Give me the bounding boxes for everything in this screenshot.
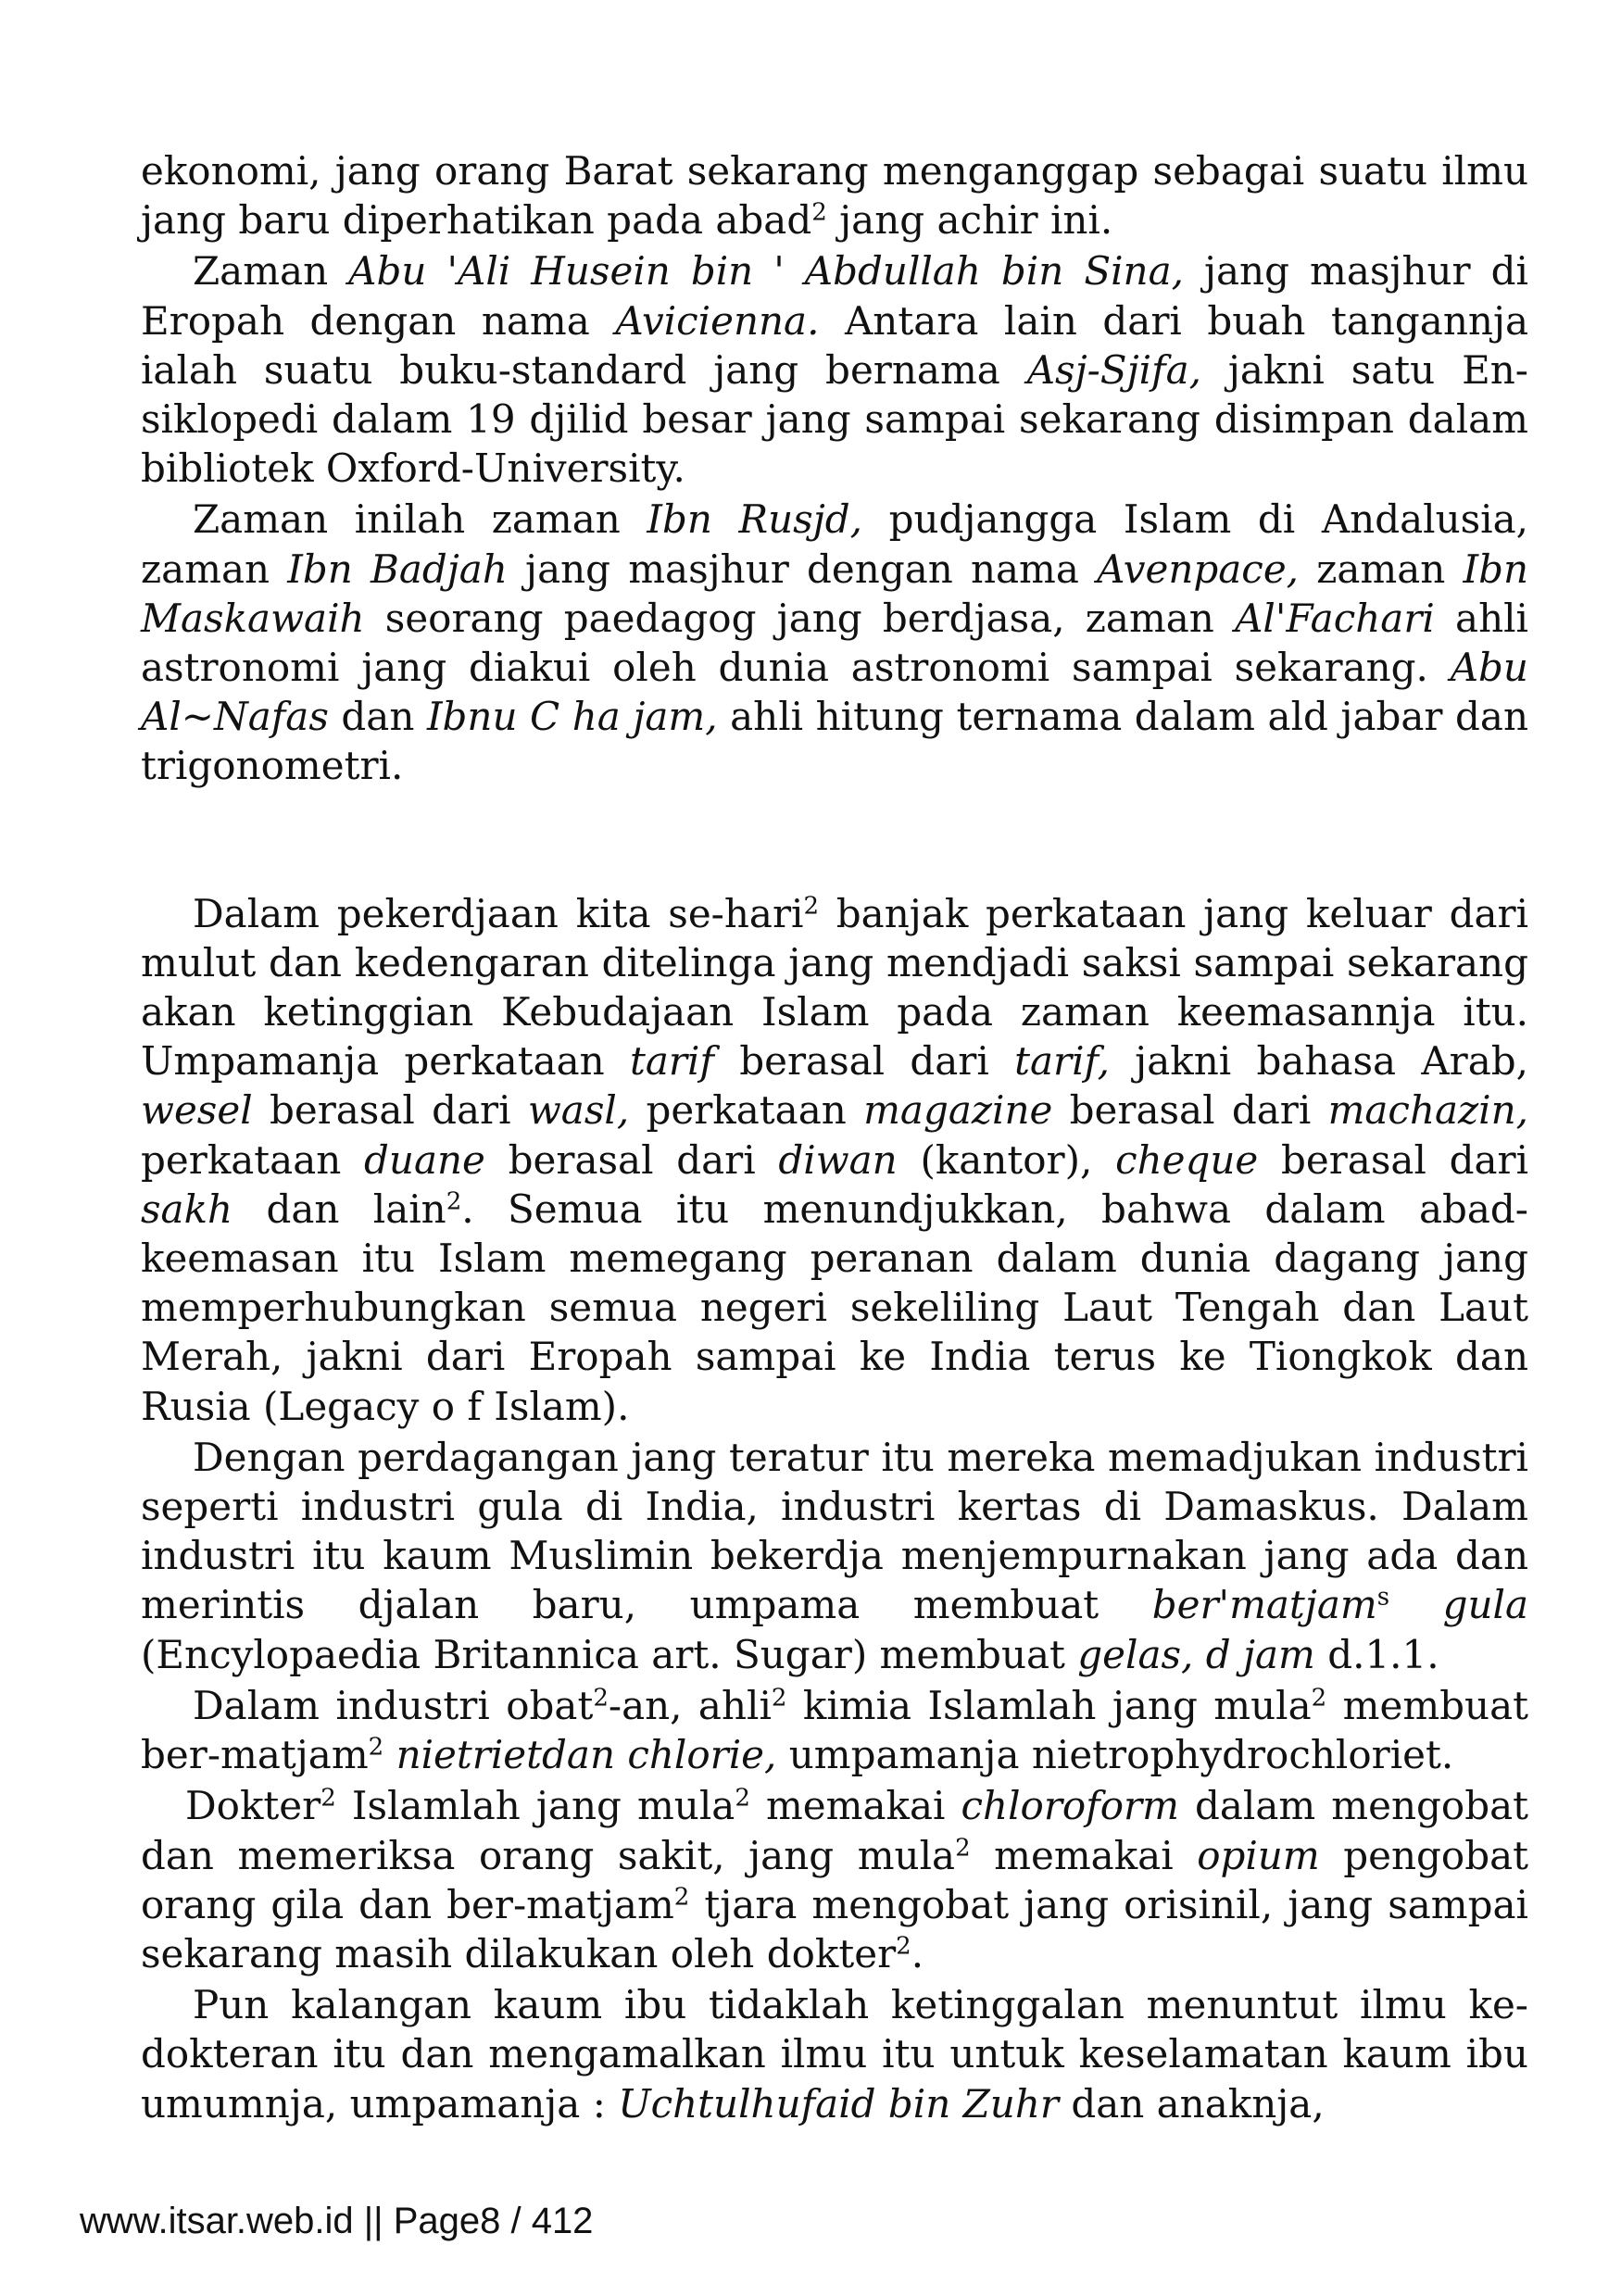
text-run: . Semua itu menundjukkan, bahwa dalam abad-keemasan itu Islam memegang peranan dalam dunia dagang jang memperhubungkan semua negeri sekeliling Laut Tengah dan Laut Merah, jakni dari Eropah sampai ke India terus ke Tiongkok dan Rusia (Legacy o f Islam).	[141, 1186, 1528, 1429]
superscript-mark: 2	[1311, 1684, 1327, 1713]
text-run: .	[911, 1930, 924, 1976]
italic-term: wesel	[141, 1087, 253, 1134]
superscript-mark: 2	[446, 1187, 462, 1216]
text-run: Dengan perdagangan jang teratur itu mereka memadjukan industri seperti industri gula di India, industri kertas di Damaskus. Dalam industri itu kaum Muslimin bekerdja menjempurnakan jang ada dan merintis djalan baru, umpama membuat	[141, 1434, 1528, 1628]
superscript-mark: 2	[811, 198, 827, 227]
italic-term: gelas, d jam	[1077, 1631, 1315, 1677]
text-run: d.1.1.	[1314, 1631, 1439, 1677]
text-run: -an, ahli	[608, 1682, 772, 1728]
page-body	[141, 146, 1528, 2128]
paragraph-6	[141, 1681, 1528, 1779]
text-run: zaman	[1299, 546, 1464, 592]
text-run: seorang paedagog jang berdjasa, zaman	[364, 595, 1236, 641]
superscript-mark: 2	[368, 1733, 384, 1762]
text-run: Dokter	[185, 1783, 321, 1829]
text-run: jang masjhur dengan nama	[507, 546, 1098, 592]
text-run: jakni bahasa Arab,	[1109, 1038, 1529, 1085]
paragraph-3	[141, 495, 1528, 790]
text-run: banjak perkataan jang keluar dari mulut dan kedengaran ditelinga jang mendjadi saksi sampai sekarang akan ketinggian Kebudajaan Islam pada zaman keemasannja itu. Umpamanja perkataan	[141, 890, 1528, 1085]
superscript-mark: 2	[735, 1785, 750, 1813]
italic-term: ber'matjam	[1151, 1582, 1377, 1628]
italic-term: wasl,	[527, 1087, 630, 1134]
superscript-mark: 2	[896, 1932, 911, 1961]
text-run: pengobat orang gila dan ber-matjam	[141, 1832, 1528, 1927]
text-run: memakai	[749, 1783, 961, 1829]
text-run: dan	[328, 694, 427, 740]
paragraph-5	[141, 1433, 1528, 1679]
text-run: (Encylopaedia Britannica art. Sugar) membuat	[141, 1631, 1078, 1677]
footer-site[interactable]: www.itsar.web.id	[80, 2201, 354, 2241]
italic-term: Ibnu C ha jam,	[426, 694, 718, 740]
text-run: berasal dari	[713, 1038, 1015, 1085]
italic-term: Uchtulhufaid bin Zuhr	[618, 2080, 1059, 2127]
italic-term: cheque	[1115, 1136, 1259, 1183]
italic-term: gula	[1389, 1582, 1528, 1628]
text-run: ahli astronomi jang diakui oleh dunia astronomi sampai sekarang.	[141, 595, 1528, 691]
text-run: jakni satu Ensiklopedi dalam 19 djilid besar jang sampai sekarang disimpan dalam bibliotek Oxford-University.	[141, 346, 1528, 492]
superscript-mark: 2	[955, 1834, 971, 1863]
italic-term: sakh	[141, 1186, 233, 1232]
text-run: berasal dari	[252, 1087, 528, 1134]
paragraph-7	[141, 1781, 1528, 1978]
italic-term: opium	[1197, 1832, 1320, 1878]
footer-separator: ||	[353, 2201, 394, 2241]
text-run: tjara mengobat jang orisinil, jang sampai sekarang masih dilakukan oleh dokter	[141, 1881, 1528, 1976]
text-run: umpamanja nietrophydrochloriet.	[776, 1732, 1454, 1778]
italic-term: Avicienna.	[615, 297, 820, 344]
text-run: Pun kalangan kaum ibu tidaklah ketinggalan menuntut ilmu kedokteran itu dan mengamalkan ilmu itu untuk keselamatan kaum ibu umumnja, umpamanja :	[141, 1982, 1528, 2127]
superscript-mark: 2	[673, 1883, 690, 1912]
text-run: perkataan	[141, 1136, 365, 1183]
text-run: memakai	[970, 1832, 1198, 1878]
paragraph-4	[141, 889, 1528, 1431]
text-run: (kantor),	[897, 1136, 1116, 1183]
italic-term: Abu 'Ali Husein bin ' Abdullah bin Sina,	[348, 248, 1184, 295]
page-footer	[80, 2199, 593, 2243]
italic-term: Abu Al~Nafas	[141, 645, 1528, 740]
italic-term: Avenpace,	[1097, 546, 1300, 592]
superscript-mark: 2	[320, 1785, 336, 1813]
italic-term: tarif,	[1014, 1038, 1110, 1085]
italic-term: tarif	[629, 1038, 714, 1085]
italic-term: nietrietdan chlorie,	[396, 1732, 777, 1778]
text-run: berasal dari	[1052, 1087, 1328, 1134]
text-run: membuat ber-matjam	[141, 1682, 1528, 1778]
text-run	[383, 1732, 396, 1777]
italic-term: diwan	[778, 1136, 898, 1183]
italic-term: Ibn Maskawaih	[141, 546, 1529, 641]
text-run: perkataan	[629, 1087, 864, 1134]
italic-term: duane	[364, 1136, 485, 1183]
footer-page-label: Page8 / 412	[393, 2201, 594, 2241]
text-run: berasal dari	[1258, 1136, 1529, 1183]
italic-term: Ibn Rusjd,	[647, 496, 862, 543]
text-run: ekonomi, jang orang Barat sekarang menganggap sebagai suatu ilmu jang baru diperhatikan pada abad	[141, 148, 1528, 244]
text-run: dan lain	[232, 1186, 446, 1232]
text-run: berasal dari	[484, 1136, 779, 1183]
italic-term: chloroform	[961, 1783, 1179, 1829]
text-run: jang masjhur di Eropah dengan nama	[141, 248, 1528, 344]
italic-term: Al'Fachari	[1235, 595, 1435, 641]
italic-term: Ibn Badjah	[287, 546, 508, 592]
superscript-mark: s	[1376, 1584, 1390, 1612]
text-run: Islamlah jang mula	[335, 1783, 735, 1829]
text-run: Zaman	[193, 248, 349, 295]
superscript-mark: 2	[771, 1684, 787, 1713]
superscript-mark: 2	[593, 1684, 609, 1713]
text-run: pudjangga Islam di Andalusia, zaman	[141, 496, 1528, 592]
italic-term: magazine	[863, 1087, 1053, 1134]
text-run: Zaman inilah zaman	[193, 496, 647, 543]
text-run: dan anaknja,	[1058, 2080, 1325, 2127]
superscript-mark: 2	[803, 892, 820, 921]
italic-term: Asj-Sjifa,	[1026, 346, 1201, 393]
paragraph-1	[141, 146, 1528, 245]
paragraph-2	[141, 246, 1528, 493]
text-run: jang achir ini.	[826, 197, 1113, 244]
text-run: Dalam pekerdjaan kita se-hari	[193, 890, 804, 936]
text-run: kimia Islamlah jang mula	[786, 1682, 1312, 1728]
paragraph-8	[141, 1980, 1528, 2128]
text-run: Antara lain dari buah tangannja ialah suatu buku-standard jang bernama	[141, 297, 1529, 393]
text-run: dalam mengobat dan memeriksa orang sakit, jang mula	[141, 1783, 1529, 1878]
text-run: ahli hitung ternama dalam ald jabar dan trigonometri.	[141, 694, 1528, 789]
italic-term: machazin,	[1327, 1087, 1529, 1134]
text-run: Dalam industri obat	[193, 1682, 594, 1728]
